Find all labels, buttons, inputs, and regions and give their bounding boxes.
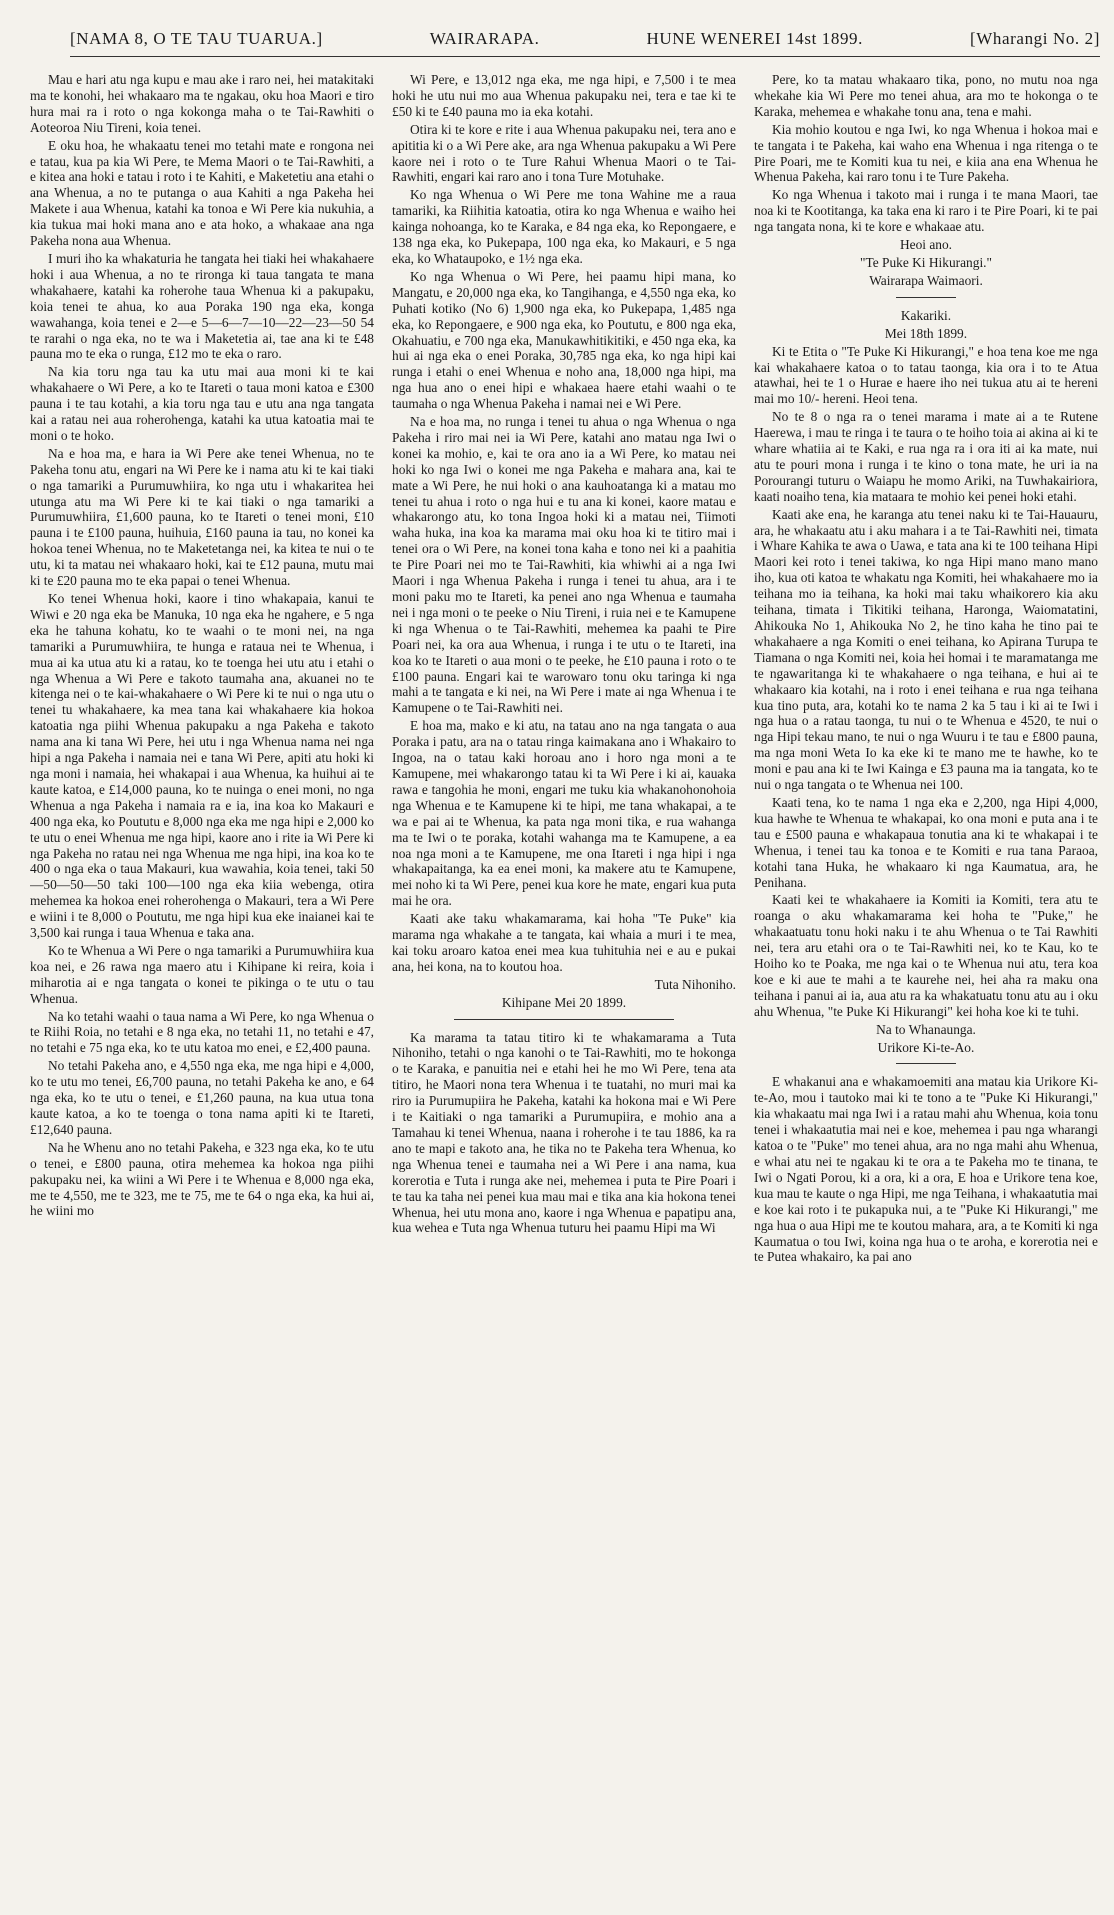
paragraph: Ka marama ta tatau titiro ki te whakamarama a Tuta Nihoniho, tetahi o nga kanohi o te Tai-Rawhiti, mo te hokonga o te Karaka, e panuitia nei e etahi hei he mo Wi Pere, tena ata titiro, he Maori nona tera Whenua i te tuatahi, no muri mai ka riro ia Purumupiira he Pakeha, katahi ka hokona mai e Wi Pere i te Kaitiaki o nga tamariki a Purumupiira, e mohio ana a Tamahau ki tenei Whenua, naana i roherohe i te tau 1886, ka ra ano te mapi e takoto ana, he tika no te Pakeha tera Whenua, ko nga Whenua tenei e taumaha nei a Wi Pere i ana nama, kua korerotia e Tuta i runga ake nei, mehemea i puta te Pire Poari i te tau ka taha nei penei kua mau mai e tika ana kia hokona tenei Whenua, hei utu mona ano, kaore i nga Whenua e papatipu ana, kua wehea e Tuta nga Whenua tuturu hei paamu Hipi ma Wi bbox=[392, 1029, 736, 1236]
paragraph: Kaati tena, ko te nama 1 nga eka e 2,200, nga Hipi 4,000, kua hawhe te Whenua te whakapai, ko ona moni e puta ana i te tau e £500 pauna e whakapaua tonutia ana ki te whakapai i te Whenua, i tenei tau ka tonoa e te Komiti e rua tana Paraoa, kotahi tana Huka, he whakaaro ki nga Kaumatua, ara, he Penihana. bbox=[754, 794, 1098, 890]
paragraph: Ko nga Whenua o Wi Pere, hei paamu hipi mana, ko Mangatu, e 20,000 nga eka, ko Tangihanga, e 4,550 nga eka, ko Puhati kotiko (No 6) 1,900 nga eka, ko Pukepapa, 1,485 nga eka, ko Repongaere, e 900 nga eka, ko Poututu, e 800 nga eka, Okahuatiu, e 700 nga eka, Manukawhitikitiki, e 450 nga eka, ka hui ai nga eka o enei Poraka, 30,785 nga eka, ko nga hipi kai runga i etahi o enei Whenua e noho ana, 18,000 nga hipi, ma nga hua ano o enei hipi e whakaea haere etahi waahi o te taumaha o nga Whenua Pakeha i namai nei e Wi Pere. bbox=[392, 268, 736, 412]
paragraph: Na e hoa ma, no runga i tenei tu ahua o nga Whenua o nga Pakeha i riro mai nei ia Wi Pere, katahi ano matau nga Iwi o konei ka mohio, e, kai te ora ano ia a Wi Pere, ko matau nei hoki ko nga Iwi o konei me nga Pakeha e mahara ana, kai te mate a Wi Pere, he nui hoki o ana kauhoatanga ki a matau mo tenei tu ahua i roto o nga hui e tu ana ki konei, kaore matau e whakarongo atu, ko tona Ingoa hoki ki a matau nei, Tiimoti waha huka, ina koa ka marama mai oku hoa ki te titiro mai i tenei ora o Wi Pere, na konei tona kaha e tono nei ki a paahitia te Pire Poari nei mo te Tai-Rawhiti, kia whiwhi ai a nga Iwi Maori i nga Whenua Pakeha i runga i tenei tu ahua, ara i te moni paku mo te Itareti, ka penei ano nga Whenua e taumaha nei i nga moni o te peeke o Niu Tireni, i ruia nei e te Kamupene ki nga Whenua o te Tai-Rawhiti, mehemea ka paahi te Pire Poari nei, ka ora aua Whenua, i runga i te utu o te Itareti, ina koa ko te Itareti o aua moni o te peeke, he £10 pauna i roto o te £100 pauna. Engari kai te warowaro tonu oku taringa ki nga mahi a te tangata e ki nei, na Wi Pere i mate ai nga Whenua i te Kamupene o te Tai-Rawhiti nei. bbox=[392, 414, 736, 716]
paragraph: Ko nga Whenua i takoto mai i runga i te mana Maori, tae noa ki te Kootitanga, ka taka ena ki raro i te Pire Poari, ki te pai nga tangata nona, ki te kore e whakaae atu. bbox=[754, 187, 1098, 235]
paragraph: Ko nga Whenua o Wi Pere me tona Wahine me a raua tamariki, ka Riihitia katoatia, otira ko nga Whenua e waiho hei kainga nohoanga, ko te Karaka, e 84 nga eka, ko Repongaere, e 138 nga eka, ko Pukepapa, 100 nga eka, ko Makauri, e 5 nga eka, ko Whataupoko, e 1½ nga eka. bbox=[392, 187, 736, 266]
paragraph: E oku hoa, he whakaatu tenei mo tetahi mate e rongona nei e tatau, kua pa kia Wi Pere, te Mema Maori o te Tai-Rawhiti, a e kitea ana hoki e tatau i roto i te Kahiti, e Maketetiu ana etahi o ana Whenua, a no te putanga o aua Kahiti a nga Pakeha hei Makete i aua Whenua, katahi ka tonoa e Wi Pere kia nukuhia, a kia tukua mai hoki mana ano e ata hoko, a whakaae ana nga Pakeha nona aua Whenua. bbox=[30, 137, 374, 249]
column-2 bbox=[392, 72, 736, 1905]
paragraph: Na kia toru nga tau ka utu mai aua moni ki te kai whakahaere o Wi Pere, a ko te Itareti o taua moni katoa e £300 pauna i te tau kotahi, a kia toru nga tau e utu ana nga tangata kai a ratau nei aua roherohenga, katahi ka utua katoatia mai te moni o te hoko. bbox=[30, 364, 374, 443]
page-number: [Wharangi No. 2] bbox=[970, 29, 1100, 48]
column-3 bbox=[754, 72, 1098, 1905]
signoff: Na to Whanaunga. bbox=[876, 1021, 976, 1037]
paragraph: Kaati ake taku whakamarama, kai hoha "Te Puke" kia marama nga whakahe a te tangata, kai whaia a muri i te mea, kai toku aroaro katoa enei mea kua tuhituhia nei e au e pukai ana, hei kona, na to koutou hoa. bbox=[392, 911, 736, 974]
paragraph: Kaati ake ena, he karanga atu tenei naku ki te Tai-Hauauru, ara, he whakaatu atu i aku mahara i a te Tai-Rawhiti nei, timata i Whare Kahika te awa o Uawa, e tata ana ki te 100 teihana Hipi Maori kei roto i tenei takiwa, ko nga Hipi mano mano mano iho, kua oti katoa te whakatu nga Komiti, hei whakahaere mo ia teihana mo ia teihana, ka hoki mai taku whaikorero kia aku teihana, timata i Tikitiki teihana, Haronga, Waiomatatini, Ahikouka No 1, Ahikouka No 2, he tino kaha he tino pai te whakahaere a nga Komiti o enei teihana, ko Apirana Turupa te Tiamana o nga Komiti nei, koia hei homai i te maramatanga me te ngawaritanga ki te whakahaere o nga teihana, e hui ai te whakaaro kia kotahi, na i roto i enei teihana e rua nga teihana kua tino puta, ara, kotahi ko te nama 2 ka 5 tau i ki ai te Iwi i nga hua o a ratau taonga, tu nui o te Whenua e 4520, te nui o nga Hipi tekau mano, te nui o nga Wuuru i te tau e £800 pauna, ma nga moni Weta Io ka eke ki te mano me te hawhe, ko te moni e pau ana ki te Iwi Kainga e £3 pauna ma ia tangata, ko te nui o nga tangata o te Whenua nei 100. bbox=[754, 506, 1098, 793]
signoff-place: Wairarapa Waimaori. bbox=[869, 272, 983, 288]
paragraph: Pere, ko ta matau whakaaro tika, pono, no mutu noa nga whekahe kia Wi Pere mo tenei ahua, ara mo te hokonga o te Karaka, mehemea e whakahe tonu ana, tena e mahi. bbox=[754, 72, 1098, 119]
masthead bbox=[70, 22, 1100, 57]
paragraph: I muri iho ka whakaturia he tangata hei tiaki hei whakahaere hoki i aua Whenua, a no te rironga ki taua tangata te mana whakahaere, katahi ka roherohe taua Whenua ki a pakupaku, koia tenei te ahua, ko aua Poraka 190 nga eka, konga wawahanga, koia tenei e 2—e 5—6—7—10—22—23—50 54 te rarahi o nga eka, no te wa i Maketetia ai, tae ana ki te £48 pauna mo te eka o runga, £12 mo te eka o raro. bbox=[30, 250, 374, 362]
section-divider bbox=[454, 1019, 674, 1020]
signature: Urikore Ki-te-Ao. bbox=[877, 1039, 975, 1055]
paragraph: Ko tenei Whenua hoki, kaore i tino whakapaia, kanui te Wiwi e 20 nga eka be Manuka, 10 nga eka he ngahere, e 5 nga eka he tahuna kohatu, ko te waahi o te moni nei, na nga tamariki a Purumuwhiira, te hunga e rataua nei te Whenua, i mua ai ka utua atu ki a ratau, ko te toenga hei utu atu i etahi o nga Whenua a Wi Pere e takoto taumaha ana, akuanei no te kitenga nei o te kai-whakahaere o Wi Pere ki te nui o nga utu o tenei tu whakahaere, ka mea tana kai whakahaere kia hokoa katoatia nga piihi Whenua pakupaku a nga Pakeha e takoto nama ana ki tana Wi Pere, hei utu i nga Whenua nama nei nga hipi a nga Pakeha i namaia nei e tana Wi Pere, apiti atu hoki ki nga moni i namaia, hei whakapai i aua Whenua, ka huihui ai te kaute katoa, e £14,000 pauna, ko te nuinga o enei moni, no nga Whenua a nga Pakeha i namaia ra e ia, ina koa ko Makauri e 400 nga eka, ko Poututu e 8,000 nga eka me nga hipi e 2,000 ko te utu o enei Whenua me nga hipi, kaore ano i rite ia Wi Pere ki nga Pakeha no ratau nei nga Whenua me nga hipi, ina koa ko te 400 o nga eka o taua Makauri, kua wawahia, koia tenei, taki 50—50—50—50 taki 100—100 nga eka kiia webenga, otira mehemea ka hokoa enei roherohenga o Makauri, tera a Wi Pere e wiini i te 8,000 o Poututu, me nga hipi kua eke inaianei kai te 3,500 kai runga i taua Whenua e taka ana. bbox=[30, 591, 374, 941]
section-divider bbox=[896, 297, 956, 298]
section-divider bbox=[896, 1063, 956, 1064]
paragraph: Ki te Etita o "Te Puke Ki Hikurangi," e hoa tena koe me nga kai whakahaere katoa o to tatau taonga, kia ora i to te Atua atawhai, hei te 1 o Hurae e haere iho nei tukua atu ai te hereni mai mo 10/- hereni. Heoi tena. bbox=[754, 343, 1098, 407]
paragraph: E hoa ma, mako e ki atu, na tatau ano na nga tangata o aua Poraka i patu, ara na o tatau ringa kaimakana ano i Whakairo to Ingoa, na o tatau kaki horoau ano i horo nga moni a te Kamupene, mei whakarongo tatau ki ta Wi Pere i ki ai, kauaka rawa e tangohia he moni, engari me tuku kia whakanohonohoia nga Whenua e te Kamupene ki te hipi, me tana whakapai, a te wa e pai ai te Whenua, ka pata nga moni tika, e rua wahanga ma te Iwi o te poraka, kotahi wahanga ma te Kamupene, a ea noa nga moni a te Kamupene, me ona Itareti i nga hipi i nga whakapaitanga, ka ea enei moni, ka makere atu te Kamupene, mei noho ki ta Wi Pere, penei kua kore he mate, engari kua puta mai he ora. bbox=[392, 718, 736, 909]
paragraph: Na he Whenu ano no tetahi Pakeha, e 323 nga eka, ko te utu o tenei, e £800 pauna, otira mehemea ka hokoa nga piihi pakupaku nei, ka wiini a Wi Pere i te Whenua e 8,000 nga eka, me te 4,550, me te 323, me te 75, me te 64 o nga eka, ka hui ai, he wiini mo bbox=[30, 1139, 374, 1219]
paragraph: Mau e hari atu nga kupu e mau ake i raro nei, hei matakitaki ma te konohi, hei whakaaro ma te ngakau, oku hoa Maori e tiro hura mai ra i roto o nga kokonga maha o te Tai-Rawhiti o Aoteoroa Niu Tireni, koia tenei. bbox=[30, 72, 374, 135]
letter-date: Mei 18th 1899. bbox=[884, 325, 968, 341]
signature: Tuta Nihoniho. bbox=[654, 976, 736, 992]
letter-place: Kakariki. bbox=[900, 307, 952, 323]
paragraph: E whakanui ana e whakamoemiti ana matau kia Urikore Ki-te-Ao, mou i tautoko mai ki te tono a te "Puke Ki Hikurangi," kia whakaatu mai nga Iwi i a ratau mahi ahu Whenua, koia tonu tenei i whakaatutia mai nei e koe, mehemea i pau nga wharangi katoa o te "Puke" mo tenei ahua, ara no nga mahi ahu Whenua, e whai atu nei te ngakau ki te ora a te Pakeha mo te tinana, te Iwi o Ngati Porou, ki a ora, ki a ora, E hoa e Urikore tena koe, kua mau te kaute o nga Hipi, me nga Teihana, i whakaatutia mai e koe kai roto i te pukapuka nui, a te "Puke Ki Hikurangi," me nga hua o aua Hipi me te koutou mahara, ara, a te Komiti ki nga Kaumatua o tou Iwi, koina nga hua o te aroha, e korerotia nei e te Putea whakairo, ka pai ano bbox=[754, 1074, 1098, 1265]
dateline: Kihipane Mei 20 1899. bbox=[501, 994, 627, 1010]
paragraph: Kaati kei te whakahaere ia Komiti ia Komiti, tera atu te roanga o aku whakamarama kei hoha te "Puke," he whakaatuatu tonu hoki naku i te ahu Whenua o te Tai Rawhiti nei, tera aru etahi ora o te Tai-Rawhiti nei, ko te Kau, ko te Hoiho ko te Poaka, me nga kai o te Whenua nui atu, tera koa koe e ki aue te mahi a te kaurehe nei, hei aha ra maku ona teihana i panui ai ia, aua atu ra ka whakatuatu tonu atu au i oku ahu Whenua, "te Puke Ki Hikurangi" kei hoha koe ki te tuhi. bbox=[754, 892, 1098, 1019]
article-columns bbox=[30, 72, 1098, 1905]
paragraph: Wi Pere, e 13,012 nga eka, me nga hipi, e 7,500 i te mea hoki he utu nui mo aua Whenua pakupaku nei, tera e tae ki te £50 ki te £40 pauna mo ia eka kotahi. bbox=[392, 72, 736, 119]
signoff: Heoi ano. bbox=[899, 237, 953, 253]
issue-number: [NAMA 8, O TE TAU TUARUA.] bbox=[70, 29, 323, 48]
paragraph: Na e hoa ma, e hara ia Wi Pere ake tenei Whenua, no te Pakeha tonu atu, engari na Wi Pere ke i nama atu ki te kai tiaki o nga tamariki a Purumuwhiira, ko nga utu i whakaritea hei utunga atu ma Wi Pere ki te kai tiaki o nga tamariki a Purumuwhiira, £1,600 pauna, ko te Itareti o tenei moni, £10 pauna i te £100 pauna, huihuia, £160 pauna ia tau, no konei ka hokoa tenei Whenua, no te Maketetanga nei, ka kitea te nui o te utu, ki ta matau nei whakaaro hoki, kai te £12 pauna, mutu mai ki te £20 pauna mo te eka papai o tenei Whenua. bbox=[30, 445, 374, 589]
paragraph: Kia mohio koutou e nga Iwi, ko nga Whenua i hokoa mai e te tangata i te Pakeha, kai waho ena Whenua i nga ritenga o te Pire Poari, me te Komiti kua tu nei, e kiia ana ena Whenua he Whenua Pakeha, kai raro tonu i te Ture Pakeha. bbox=[754, 121, 1098, 185]
paragraph: No tetahi Pakeha ano, e 4,550 nga eka, me nga hipi e 4,000, ko te utu mo tenei, £6,700 pauna, no tetahi Pakeha ke ano, e 64 nga eka, ko te utu o tenei, e £1,260 pauna, na kua utua tona kaute katoa, a ko te toenga o tona nama apiti ki te Itareti, £12,640 pauna. bbox=[30, 1058, 374, 1137]
column-1 bbox=[30, 72, 374, 1905]
paragraph: Na ko tetahi waahi o taua nama a Wi Pere, ko nga Whenua o te Riihi Roia, no tetahi e 8 nga eka, no tetahi 11, no tetahi e 47, no tetahi e 75 nga eka, ko te utu katoa mo enei, e £2,400 pauna. bbox=[30, 1008, 374, 1056]
paragraph: Ko te Whenua a Wi Pere o nga tamariki a Purumuwhiira kua koa nei, e 26 rawa nga maero atu i Kihipane ki reira, koia i miharotia ai e nga tangata o konei te pikinga o te utu o tau Whenua. bbox=[30, 942, 374, 1006]
place-name: WAIRARAPA. bbox=[429, 29, 540, 48]
paragraph: Otira ki te kore e rite i aua Whenua pakupaku nei, tera ano e apititia ki o a Wi Pere ake, ara nga Whenua pakupaku a Wi Pere kaore nei i roto o te Ture Rahui Whenua Maori o te Tai-Rawhiti, engari kai raro ano i tona Ture Motuhake. bbox=[392, 121, 736, 185]
issue-date: HUNE WENEREI 14st 1899. bbox=[646, 29, 864, 48]
paragraph: No te 8 o nga ra o tenei marama i mate ai a te Rutene Haerewa, i mau te ringa i te taura o te hoiho toia ai akina ai ki te whare whatiia ai te Kaki, e rua nga ra i ora iti ai ka mate, nui atu te pouri mona i runga i te kino o tona mate, he uri ia na Porourangi tuturu o Waiapu he momo Ariki, na Tuwhakairiora, kaati noaiho tena, kia mataara te mohio kei penei hoki etahi. bbox=[754, 409, 1098, 504]
signoff-paper: "Te Puke Ki Hikurangi." bbox=[860, 254, 992, 270]
